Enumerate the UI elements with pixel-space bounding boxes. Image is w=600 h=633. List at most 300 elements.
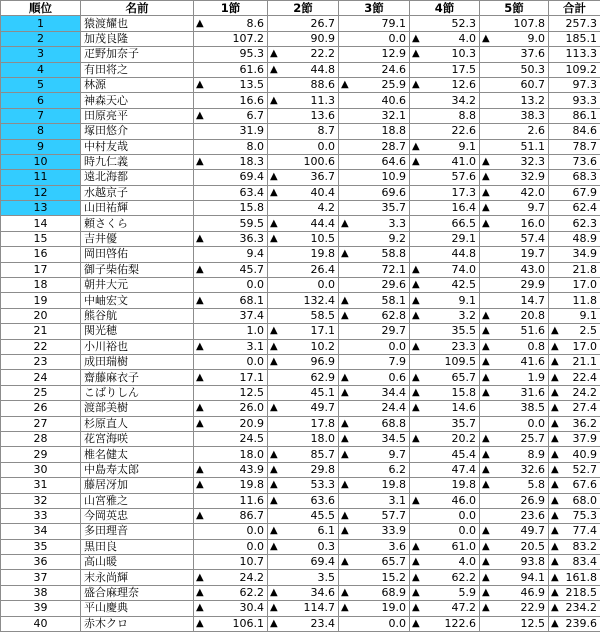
cell-value: 6.7 [246, 108, 264, 122]
negative-marker-icon: ▲ [270, 48, 278, 60]
total-cell [549, 493, 600, 508]
table-row [1, 478, 600, 493]
cell-value: 23.4 [310, 616, 335, 630]
round-5-cell [480, 478, 549, 493]
table-row [1, 524, 600, 539]
round-3-cell: 10.9 [339, 170, 410, 185]
round-5-cell [480, 555, 549, 570]
round-5-cell: 26.9 [480, 493, 549, 508]
cell-value: 22.9 [520, 601, 545, 615]
round-4-cell: 34.2 [410, 93, 480, 108]
round-1-cell [194, 401, 268, 416]
cell-value: 19.0 [381, 601, 406, 615]
negative-marker-icon: ▲ [270, 587, 278, 599]
rank-cell: 29 [1, 447, 81, 462]
cell-value: 30.4 [239, 601, 264, 615]
negative-marker-icon: ▲ [551, 463, 559, 475]
round-3-cell [339, 370, 410, 385]
negative-marker-icon: ▲ [482, 571, 490, 583]
round-2-cell: 8.7 [268, 124, 339, 139]
round-1-cell: 10.7 [194, 555, 268, 570]
name-cell: 神森天心 [81, 93, 194, 108]
cell-value: 14.6 [451, 401, 476, 415]
round-5-cell: 13.2 [480, 93, 549, 108]
name-cell: 中岫宏文 [81, 293, 194, 308]
cell-value: 114.7 [303, 601, 335, 615]
rank-cell: 19 [1, 293, 81, 308]
round-3-cell: 18.8 [339, 124, 410, 139]
rank-cell: 10 [1, 154, 81, 169]
round-5-cell [480, 154, 549, 169]
table-row [1, 324, 600, 339]
negative-marker-icon: ▲ [341, 479, 349, 491]
total-cell: 84.6 [549, 124, 600, 139]
round-1-cell: 0.0 [194, 354, 268, 369]
cell-value: 32.3 [520, 155, 545, 169]
round-1-cell [194, 77, 268, 92]
cell-value: 6.1 [317, 524, 335, 538]
rank-cell: 3 [1, 47, 81, 62]
negative-marker-icon: ▲ [482, 371, 490, 383]
round-4-cell [410, 339, 480, 354]
total-cell: 73.6 [549, 154, 600, 169]
negative-marker-icon: ▲ [412, 48, 420, 60]
total-cell [549, 462, 600, 477]
round-3-cell: 0.0 [339, 616, 410, 631]
cell-value: 23.3 [451, 339, 476, 353]
rank-cell: 27 [1, 416, 81, 431]
total-cell: 93.3 [549, 93, 600, 108]
round-3-cell: 9.2 [339, 231, 410, 246]
round-2-cell: 0.0 [268, 139, 339, 154]
total-cell [549, 585, 600, 600]
round-2-cell: 45.1 [268, 385, 339, 400]
round-3-cell: 7.9 [339, 354, 410, 369]
negative-marker-icon: ▲ [412, 263, 420, 275]
table-row [1, 370, 600, 385]
header-total: 合計 [549, 1, 600, 16]
cell-value: 5.8 [527, 478, 545, 492]
round-2-cell [268, 339, 339, 354]
negative-marker-icon: ▲ [270, 540, 278, 552]
negative-marker-icon: ▲ [341, 510, 349, 522]
negative-marker-icon: ▲ [482, 556, 490, 568]
negative-marker-icon: ▲ [270, 171, 278, 183]
negative-marker-icon: ▲ [551, 571, 559, 583]
round-5-cell: 37.6 [480, 47, 549, 62]
negative-marker-icon: ▲ [482, 479, 490, 491]
negative-marker-icon: ▲ [412, 587, 420, 599]
table-row [1, 508, 600, 523]
round-3-cell: 12.9 [339, 47, 410, 62]
cell-value: 49.7 [520, 524, 545, 538]
round-2-cell: 13.6 [268, 108, 339, 123]
cell-value: 61.0 [451, 539, 476, 553]
cell-value: 36.2 [572, 416, 597, 430]
cell-value: 10.5 [310, 232, 335, 246]
header-round-4: 4節 [410, 1, 480, 16]
negative-marker-icon: ▲ [341, 79, 349, 91]
name-cell: 小川裕也 [81, 339, 194, 354]
name-cell: 朝井大元 [81, 278, 194, 293]
round-3-cell [339, 216, 410, 231]
negative-marker-icon: ▲ [482, 525, 490, 537]
round-3-cell: 24.4 [339, 401, 410, 416]
negative-marker-icon: ▲ [412, 540, 420, 552]
round-1-cell: 61.6 [194, 62, 268, 77]
round-2-cell [268, 231, 339, 246]
cell-value: 20.5 [520, 539, 545, 553]
round-1-cell: 95.3 [194, 47, 268, 62]
round-4-cell: 52.3 [410, 16, 480, 31]
table-row [1, 62, 600, 77]
round-1-cell: 15.8 [194, 201, 268, 216]
round-1-cell [194, 339, 268, 354]
rank-cell: 4 [1, 62, 81, 77]
round-3-cell [339, 431, 410, 446]
total-cell: 109.2 [549, 62, 600, 77]
negative-marker-icon: ▲ [482, 217, 490, 229]
name-cell: 多田理音 [81, 524, 194, 539]
round-2-cell [268, 462, 339, 477]
round-4-cell: 8.8 [410, 108, 480, 123]
cell-value: 40.9 [572, 447, 597, 461]
round-5-cell [480, 462, 549, 477]
cell-value: 10.3 [451, 47, 476, 61]
rank-cell: 22 [1, 339, 81, 354]
round-2-cell [268, 62, 339, 77]
cell-value: 96.9 [310, 355, 335, 369]
round-1-cell: 107.2 [194, 31, 268, 46]
round-1-cell [194, 231, 268, 246]
round-2-cell [268, 616, 339, 631]
name-cell: 椎名健太 [81, 447, 194, 462]
negative-marker-icon: ▲ [196, 294, 204, 306]
name-cell: 藤居冴加 [81, 478, 194, 493]
round-2-cell: 4.2 [268, 201, 339, 216]
round-4-cell [410, 370, 480, 385]
negative-marker-icon: ▲ [341, 602, 349, 614]
cell-value: 19.8 [381, 478, 406, 492]
table-row [1, 431, 600, 446]
round-5-cell: 107.8 [480, 16, 549, 31]
negative-marker-icon: ▲ [341, 371, 349, 383]
round-3-cell: 40.6 [339, 93, 410, 108]
round-3-cell [339, 478, 410, 493]
negative-marker-icon: ▲ [270, 479, 278, 491]
name-cell: 中村友哉 [81, 139, 194, 154]
negative-marker-icon: ▲ [482, 156, 490, 168]
cell-value: 29.8 [310, 462, 335, 476]
negative-marker-icon: ▲ [551, 417, 559, 429]
header-row [1, 1, 600, 16]
negative-marker-icon: ▲ [196, 417, 204, 429]
round-1-cell: 0.0 [194, 539, 268, 554]
round-5-cell: 50.3 [480, 62, 549, 77]
total-cell: 21.8 [549, 262, 600, 277]
round-3-cell: 6.2 [339, 462, 410, 477]
negative-marker-icon: ▲ [482, 202, 490, 214]
round-5-cell [480, 431, 549, 446]
round-5-cell [480, 370, 549, 385]
round-2-cell [268, 493, 339, 508]
total-cell: 17.0 [549, 278, 600, 293]
cell-value: 1.9 [527, 370, 545, 384]
round-4-cell [410, 385, 480, 400]
name-cell: 有田将之 [81, 62, 194, 77]
round-3-cell: 3.6 [339, 539, 410, 554]
negative-marker-icon: ▲ [270, 63, 278, 75]
cell-value: 25.9 [381, 78, 406, 92]
total-cell [549, 616, 600, 631]
round-1-cell [194, 16, 268, 31]
cell-value: 234.2 [565, 601, 597, 615]
header-round-1: 1節 [194, 1, 268, 16]
round-1-cell: 63.4 [194, 185, 268, 200]
round-2-cell: 26.7 [268, 16, 339, 31]
rank-cell: 36 [1, 555, 81, 570]
round-4-cell: 66.5 [410, 216, 480, 231]
table-row [1, 262, 600, 277]
round-1-cell: 9.4 [194, 247, 268, 262]
negative-marker-icon: ▲ [341, 386, 349, 398]
round-5-cell: 12.5 [480, 616, 549, 631]
table-row [1, 170, 600, 185]
round-5-cell: 57.4 [480, 231, 549, 246]
negative-marker-icon: ▲ [482, 325, 490, 337]
cell-value: 9.7 [527, 201, 545, 215]
round-1-cell [194, 416, 268, 431]
rank-cell: 31 [1, 478, 81, 493]
negative-marker-icon: ▲ [482, 463, 490, 475]
rank-cell: 34 [1, 524, 81, 539]
round-5-cell [480, 447, 549, 462]
cell-value: 21.1 [572, 355, 597, 369]
round-5-cell [480, 201, 549, 216]
round-4-cell: 35.7 [410, 416, 480, 431]
round-1-cell: 24.5 [194, 431, 268, 446]
cell-value: 62.8 [381, 309, 406, 322]
table-row [1, 493, 600, 508]
round-5-cell [480, 385, 549, 400]
total-cell: 97.3 [549, 77, 600, 92]
name-cell: 塚田悠介 [81, 124, 194, 139]
round-4-cell [410, 293, 480, 308]
cell-value: 44.4 [310, 216, 335, 230]
negative-marker-icon: ▲ [551, 325, 559, 337]
round-5-cell [480, 216, 549, 231]
cell-value: 42.5 [451, 278, 476, 292]
round-3-cell: 64.6 [339, 154, 410, 169]
name-cell: 加茂良隆 [81, 31, 194, 46]
negative-marker-icon: ▲ [196, 463, 204, 475]
name-cell: 猿渡耀也 [81, 16, 194, 31]
cell-value: 122.6 [444, 616, 476, 630]
round-1-cell: 31.9 [194, 124, 268, 139]
cell-value: 63.6 [310, 493, 335, 507]
round-5-cell: 43.0 [480, 262, 549, 277]
cell-value: 40.4 [310, 185, 335, 199]
rank-cell: 2 [1, 31, 81, 46]
cell-value: 47.2 [451, 601, 476, 615]
round-1-cell [194, 601, 268, 616]
total-cell: 185.1 [549, 31, 600, 46]
name-cell: 熊谷航 [81, 308, 194, 323]
round-2-cell [268, 324, 339, 339]
name-cell: 花宮海咲 [81, 431, 194, 446]
round-2-cell: 19.8 [268, 247, 339, 262]
cell-value: 46.0 [451, 493, 476, 507]
table-row [1, 139, 600, 154]
round-5-cell: 38.3 [480, 108, 549, 123]
name-cell: こばりしん [81, 385, 194, 400]
round-5-cell [480, 31, 549, 46]
name-cell: 林源 [81, 77, 194, 92]
negative-marker-icon: ▲ [196, 371, 204, 383]
cell-value: 10.2 [310, 339, 335, 353]
cell-value: 0.6 [388, 370, 406, 384]
table-row [1, 416, 600, 431]
negative-marker-icon: ▲ [482, 386, 490, 398]
negative-marker-icon: ▲ [551, 448, 559, 460]
table-row [1, 354, 600, 369]
cell-value: 161.8 [565, 570, 597, 584]
negative-marker-icon: ▲ [412, 156, 420, 168]
round-5-cell [480, 308, 549, 323]
cell-value: 93.8 [520, 555, 545, 569]
round-2-cell [268, 47, 339, 62]
name-cell: 杉原直人 [81, 416, 194, 431]
rank-cell: 13 [1, 201, 81, 216]
round-3-cell [339, 247, 410, 262]
total-cell [549, 431, 600, 446]
rank-cell: 1 [1, 16, 81, 31]
table-row [1, 47, 600, 62]
name-cell: 頼さくら [81, 216, 194, 231]
total-cell [549, 508, 600, 523]
round-4-cell: 109.5 [410, 354, 480, 369]
round-3-cell: 32.1 [339, 108, 410, 123]
negative-marker-icon: ▲ [551, 479, 559, 491]
negative-marker-icon: ▲ [482, 587, 490, 599]
table-row [1, 555, 600, 570]
cell-value: 86.7 [239, 509, 264, 523]
rank-cell: 12 [1, 185, 81, 200]
cell-value: 3.1 [246, 339, 264, 353]
negative-marker-icon: ▲ [412, 433, 420, 445]
name-cell: 渡部美樹 [81, 401, 194, 416]
total-cell: 34.9 [549, 247, 600, 262]
rank-cell: 26 [1, 401, 81, 416]
rank-cell: 32 [1, 493, 81, 508]
table-row [1, 124, 600, 139]
table-row [1, 93, 600, 108]
negative-marker-icon: ▲ [196, 617, 204, 629]
name-cell: 成田瑞樹 [81, 354, 194, 369]
cell-value: 34.5 [381, 432, 406, 446]
table-row [1, 601, 600, 616]
negative-marker-icon: ▲ [551, 617, 559, 629]
round-4-cell: 0.0 [410, 524, 480, 539]
table-row [1, 216, 600, 231]
name-cell: 山田祐輝 [81, 201, 194, 216]
cell-value: 33.9 [381, 524, 406, 538]
negative-marker-icon: ▲ [551, 510, 559, 522]
round-2-cell [268, 539, 339, 554]
rank-cell: 15 [1, 231, 81, 246]
cell-value: 68.9 [381, 586, 406, 600]
cell-value: 83.4 [572, 555, 597, 569]
negative-marker-icon: ▲ [270, 525, 278, 537]
round-4-cell [410, 401, 480, 416]
negative-marker-icon: ▲ [482, 310, 490, 321]
name-cell: 末永尚輝 [81, 570, 194, 585]
name-cell: 赤木クロ [81, 616, 194, 631]
cell-value: 58.8 [381, 247, 406, 261]
negative-marker-icon: ▲ [551, 371, 559, 383]
round-3-cell: 24.6 [339, 62, 410, 77]
rank-cell: 18 [1, 278, 81, 293]
round-3-cell: 72.1 [339, 262, 410, 277]
round-2-cell: 18.0 [268, 431, 339, 446]
name-cell: 今岡英忠 [81, 508, 194, 523]
negative-marker-icon: ▲ [412, 79, 420, 91]
round-3-cell: 69.6 [339, 185, 410, 200]
round-2-cell: 0.0 [268, 278, 339, 293]
name-cell: 中島寿太郎 [81, 462, 194, 477]
name-cell: 岡田啓佑 [81, 247, 194, 262]
round-5-cell: 2.6 [480, 124, 549, 139]
negative-marker-icon: ▲ [482, 356, 490, 368]
round-1-cell: 69.4 [194, 170, 268, 185]
total-cell: 86.1 [549, 108, 600, 123]
table-row [1, 278, 600, 293]
negative-marker-icon: ▲ [341, 417, 349, 429]
cell-value: 65.7 [381, 555, 406, 569]
negative-marker-icon: ▲ [196, 571, 204, 583]
negative-marker-icon: ▲ [551, 587, 559, 599]
negative-marker-icon: ▲ [482, 340, 490, 352]
total-cell [549, 370, 600, 385]
rank-cell: 38 [1, 585, 81, 600]
cell-value: 43.9 [239, 462, 264, 476]
name-cell: 水越京子 [81, 185, 194, 200]
negative-marker-icon: ▲ [412, 617, 420, 629]
cell-value: 52.7 [572, 462, 597, 476]
round-4-cell [410, 493, 480, 508]
rank-cell: 17 [1, 262, 81, 277]
round-1-cell [194, 262, 268, 277]
round-4-cell: 22.6 [410, 124, 480, 139]
round-3-cell: 79.1 [339, 16, 410, 31]
negative-marker-icon: ▲ [412, 556, 420, 568]
name-cell: 吉井優 [81, 231, 194, 246]
rank-cell: 20 [1, 308, 81, 323]
total-cell [549, 539, 600, 554]
round-2-cell [268, 216, 339, 231]
total-cell [549, 601, 600, 616]
cell-value: 106.1 [232, 616, 264, 630]
cell-value: 37.9 [572, 432, 597, 446]
total-cell: 11.8 [549, 293, 600, 308]
table-row [1, 447, 600, 462]
table-row [1, 539, 600, 554]
cell-value: 51.6 [520, 324, 545, 338]
round-4-cell [410, 139, 480, 154]
cell-value: 42.0 [520, 185, 545, 199]
round-4-cell [410, 47, 480, 62]
negative-marker-icon: ▲ [196, 602, 204, 614]
